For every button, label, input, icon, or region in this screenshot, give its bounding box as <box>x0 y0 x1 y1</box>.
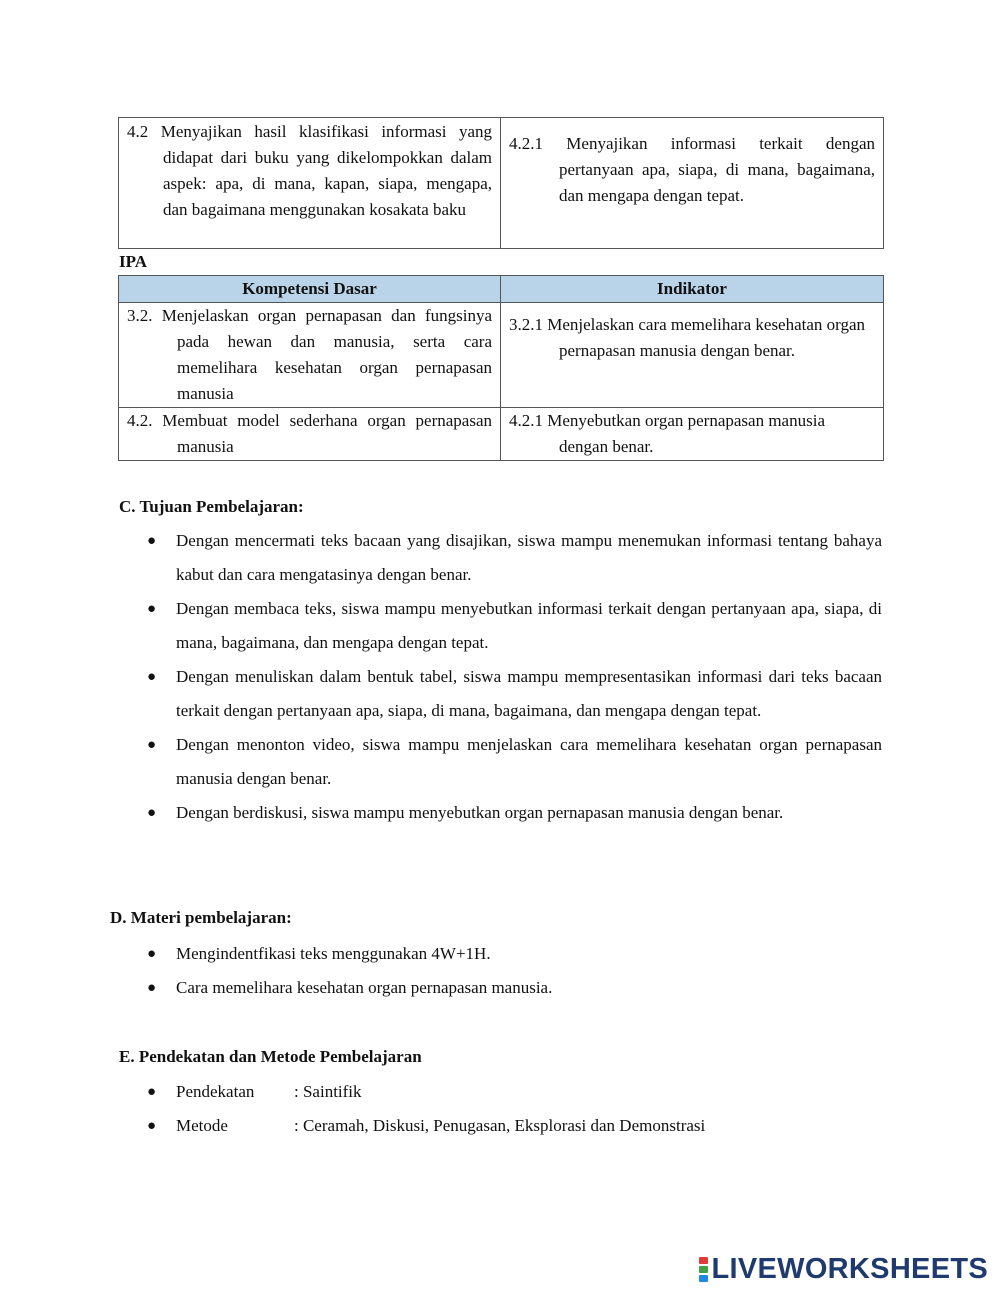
table-header-row <box>119 276 884 303</box>
table-row <box>119 408 884 461</box>
kd-cell <box>119 303 501 408</box>
indikator-cell <box>501 303 884 408</box>
table-row <box>119 118 884 249</box>
list-item <box>119 1109 882 1143</box>
bullet-icon: ● <box>147 737 157 753</box>
bullet-icon: ● <box>147 601 157 617</box>
table-row <box>119 303 884 408</box>
logo-text: LIVEWORKSHEETS <box>711 1253 988 1285</box>
bullet-icon: ● <box>147 1118 157 1134</box>
list-item <box>119 1075 882 1109</box>
indikator-text: 3.2.1 Menjelaskan cara memelihara kesehatan organ pernapasan manusia dengan benar. <box>509 315 866 360</box>
header-kompetensi-dasar: Kompetensi Dasar <box>119 276 501 303</box>
kd-text: 4.2 Menyajikan hasil klasifikasi informasi yang didapat dari buku yang dikelompokkan dalam aspek: apa, di mana, kapan, siapa, mengapa, dan bagaimana menggunakan kosakata baku <box>127 122 492 219</box>
bullet-icon: ● <box>147 980 157 996</box>
indikator-cell <box>501 408 884 461</box>
bullet-icon: ● <box>147 1084 157 1100</box>
header-indikator: Indikator <box>501 276 884 303</box>
kd-text: 4.2. Membuat model sederhana organ pernapasan manusia <box>127 411 492 456</box>
bullet-icon: ● <box>147 533 157 549</box>
kd-text: 3.2. Menjelaskan organ pernapasan dan fungsinya pada hewan dan manusia, serta cara memelihara kesehatan organ pernapasan manusia <box>127 306 492 403</box>
top-table <box>118 117 884 249</box>
ipa-label: IPA <box>119 252 148 271</box>
kd-cell <box>119 408 501 461</box>
ipa-table <box>118 275 884 461</box>
section-d-list <box>119 937 882 1005</box>
kv-key: Metode <box>176 1116 228 1135</box>
kv-value: : Saintifik <box>294 1082 362 1101</box>
kv-key: Pendekatan <box>176 1082 255 1101</box>
list-item: ● Cara memelihara kesehatan organ pernapasan manusia. <box>119 971 882 1005</box>
section-c-title: C. Tujuan Pembelajaran: <box>119 497 304 516</box>
list-item: ● Dengan menuliskan dalam bentuk tabel, siswa mampu mempresentasikan informasi dari teks bacaan terkait dengan pertanyaan apa, siapa, di mana, bagaimana, dan mengapa dengan tepat. <box>119 660 882 728</box>
indikator-text: 4.2.1 Menyebutkan organ pernapasan manusia dengan benar. <box>509 411 825 456</box>
section-c-list <box>119 524 882 830</box>
liveworksheets-logo <box>699 1253 989 1286</box>
list-item: ● Dengan berdiskusi, siswa mampu menyebutkan organ pernapasan manusia dengan benar. <box>119 796 882 830</box>
list-item: ● Dengan membaca teks, siswa mampu menyebutkan informasi terkait dengan pertanyaan apa, siapa, di mana, bagaimana, dan mengapa dengan tepat. <box>119 592 882 660</box>
indikator-cell <box>501 118 884 249</box>
bullet-icon: ● <box>147 669 157 685</box>
list-item: ● Dengan menonton video, siswa mampu menjelaskan cara memelihara kesehatan organ pernapasan manusia dengan benar. <box>119 728 882 796</box>
kv-value: : Ceramah, Diskusi, Penugasan, Eksplorasi dan Demonstrasi <box>294 1116 706 1135</box>
bullet-icon: ● <box>147 805 157 821</box>
list-item: ● Mengindentfikasi teks menggunakan 4W+1H. <box>119 937 882 971</box>
logo-mark-icon <box>699 1256 708 1283</box>
list-item: ● Dengan mencermati teks bacaan yang disajikan, siswa mampu menemukan informasi tentang bahaya kabut dan cara mengatasinya dengan benar. <box>119 524 882 592</box>
section-d-title: D. Materi pembelajaran: <box>110 908 292 927</box>
section-e-title: E. Pendekatan dan Metode Pembelajaran <box>119 1047 422 1066</box>
indikator-text: 4.2.1 Menyajikan informasi terkait dengan pertanyaan apa, siapa, di mana, bagaimana, dan mengapa dengan tepat. <box>509 134 875 205</box>
section-e-list <box>119 1075 882 1143</box>
bullet-icon: ● <box>147 946 157 962</box>
kd-cell <box>119 118 501 249</box>
